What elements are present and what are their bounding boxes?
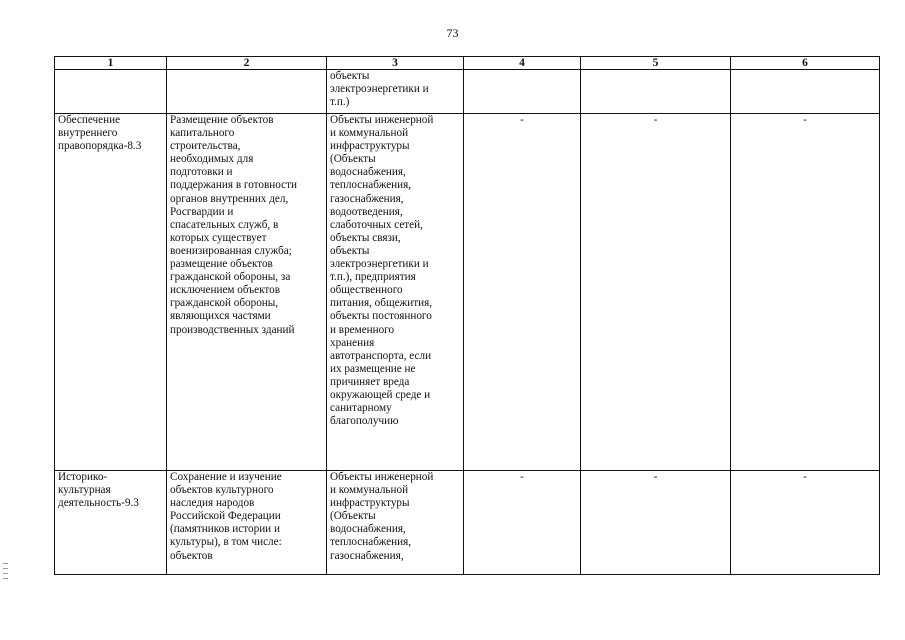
scan-mark — [3, 573, 8, 574]
cell-col5: - — [581, 114, 731, 471]
scan-mark — [3, 563, 8, 564]
column-header-3: 3 — [327, 57, 464, 70]
cell-col4: - — [464, 114, 581, 471]
cell-auxiliary-uses: Объекты инженерной и коммунальной инфраструктуры (Объекты водоснабжения, теплоснабжения, газоснабжения, водоотведения, слаботочных сетей, объекты связи, объекты электроэнергетики и т.п.), предприятия общественного питания, общежития, объекты постоянного и временного хранения автотранспорта, если их размещение не причиняет вреда окружающей среде и санитарному благополучию — [327, 114, 464, 471]
land-use-table — [54, 56, 880, 575]
cell-auxiliary-uses: Объекты инженерной и коммунальной инфраструктуры (Объекты водоснабжения, теплоснабжения, газоснабжения, — [327, 471, 464, 575]
cell-col5 — [581, 70, 731, 114]
cell-col4 — [464, 70, 581, 114]
cell-col4: - — [464, 471, 581, 575]
column-header-4: 4 — [464, 57, 581, 70]
column-header-1: 1 — [55, 57, 167, 70]
column-header-5: 5 — [581, 57, 731, 70]
column-header-2: 2 — [167, 57, 327, 70]
cell-description: Сохранение и изучение объектов культурного наследия народов Российской Федерации (памятников истории и культуры), в том числе: объектов — [167, 471, 327, 575]
cell-col6: - — [731, 114, 880, 471]
page-number: 73 — [446, 26, 459, 40]
cell-col5: - — [581, 471, 731, 575]
column-header-6: 6 — [731, 57, 880, 70]
table-row-continuation — [55, 70, 880, 114]
cell-use-type — [55, 70, 167, 114]
table-row-historical-cultural — [55, 471, 880, 575]
cell-description — [167, 70, 327, 114]
table-row-internal-order — [55, 114, 880, 471]
cell-description: Размещение объектов капитального строительства, необходимых для подготовки и поддержания в готовности органов внутренних дел, Росгвардии и спасательных служб, в которых существует военизированная служба; размещение объектов гражданской обороны, за исключением объектов гражданской обороны, являющихся частями производственных зданий — [167, 114, 327, 471]
scan-margin-marks — [3, 563, 9, 589]
scan-mark — [3, 568, 8, 569]
cell-use-type: Обеспечение внутреннего правопорядка-8.3 — [55, 114, 167, 471]
cell-auxiliary-uses: объекты электроэнергетики и т.п.) — [327, 70, 464, 114]
cell-col6 — [731, 70, 880, 114]
table-header-row — [55, 57, 880, 70]
cell-col6: - — [731, 471, 880, 575]
scan-mark — [3, 578, 8, 579]
cell-use-type: Историко- культурная деятельность-9.3 — [55, 471, 167, 575]
